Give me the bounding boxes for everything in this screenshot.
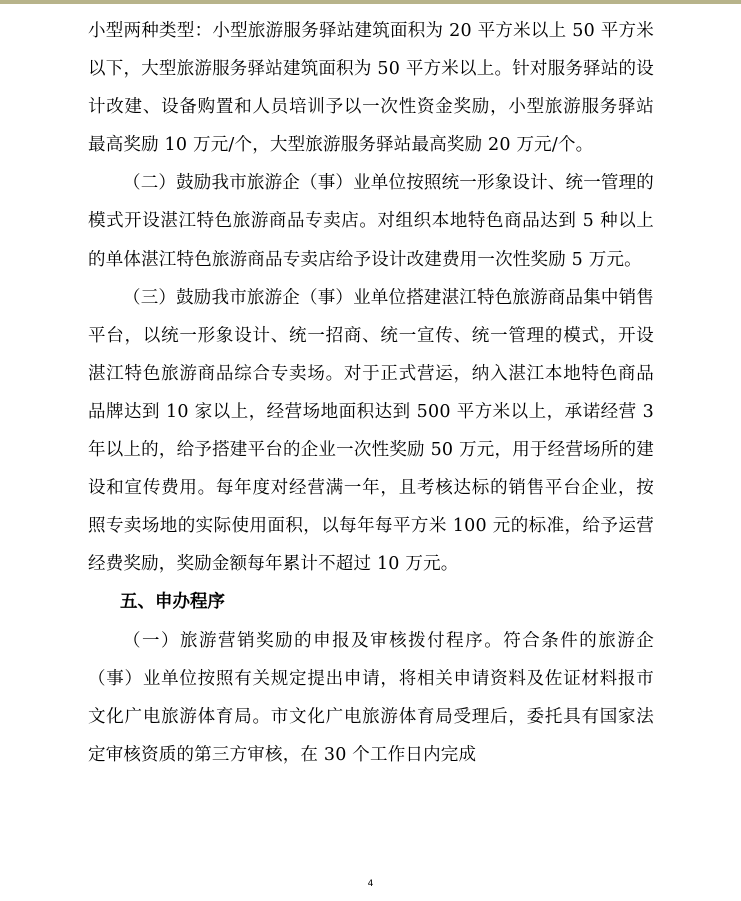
paragraph-station-award: 小型两种类型：小型旅游服务驿站建筑面积为 20 平方米以上 50 平方米以下，大型旅游服务驿站建筑面积为 50 平方米以上。针对服务驿站的设计改建、设备购置和人员培训予以一次性资金奖励，小型旅游服务驿站最高奖励 10 万元/个，大型旅游服务驿站最高奖励 20 万元/个。	[88, 21, 654, 156]
paragraph-specialty-store: （二）鼓励我市旅游企（事）业单位按照统一形象设计、统一管理的模式开设湛江特色旅游商品专卖店。对组织本地特色商品达到 5 种以上的单体湛江特色旅游商品专卖店给予设计改建费用一次性奖励 5 万元。	[88, 173, 654, 270]
header-rule	[0, 0, 741, 4]
document-body	[88, 12, 654, 774]
page-number: 4	[367, 879, 374, 889]
paragraph-sales-platform: （三）鼓励我市旅游企（事）业单位搭建湛江特色旅游商品集中销售平台，以统一形象设计、统一招商、统一宣传、统一管理的模式，开设湛江特色旅游商品综合专卖场。对于正式营运，纳入湛江本地特色商品品牌达到 10 家以上，经营场地面积达到 500 平方米以上，承诺经营 3 年以上的，给予搭建平台的企业一次性奖励 50 万元，用于经营场所的建设和宣传费用。每年度对经营满一年，且考核达标的销售平台企业，按照专卖场地的实际使用面积，以每年每平方米 100 元的标准，给予运营经费奖励，奖励金额每年累计不超过 10 万元。	[88, 287, 654, 575]
paragraph-marketing-award-procedure: （一）旅游营销奖励的申报及审核拨付程序。符合条件的旅游企（事）业单位按照有关规定提出申请，将相关申请资料及佐证材料报市文化广电旅游体育局。市文化广电旅游体育局受理后，委托具有国家法定审核资质的第三方审核，在 30 个工作日内完成	[88, 630, 654, 765]
section-heading-application-procedure: 五、申办程序	[120, 592, 225, 613]
